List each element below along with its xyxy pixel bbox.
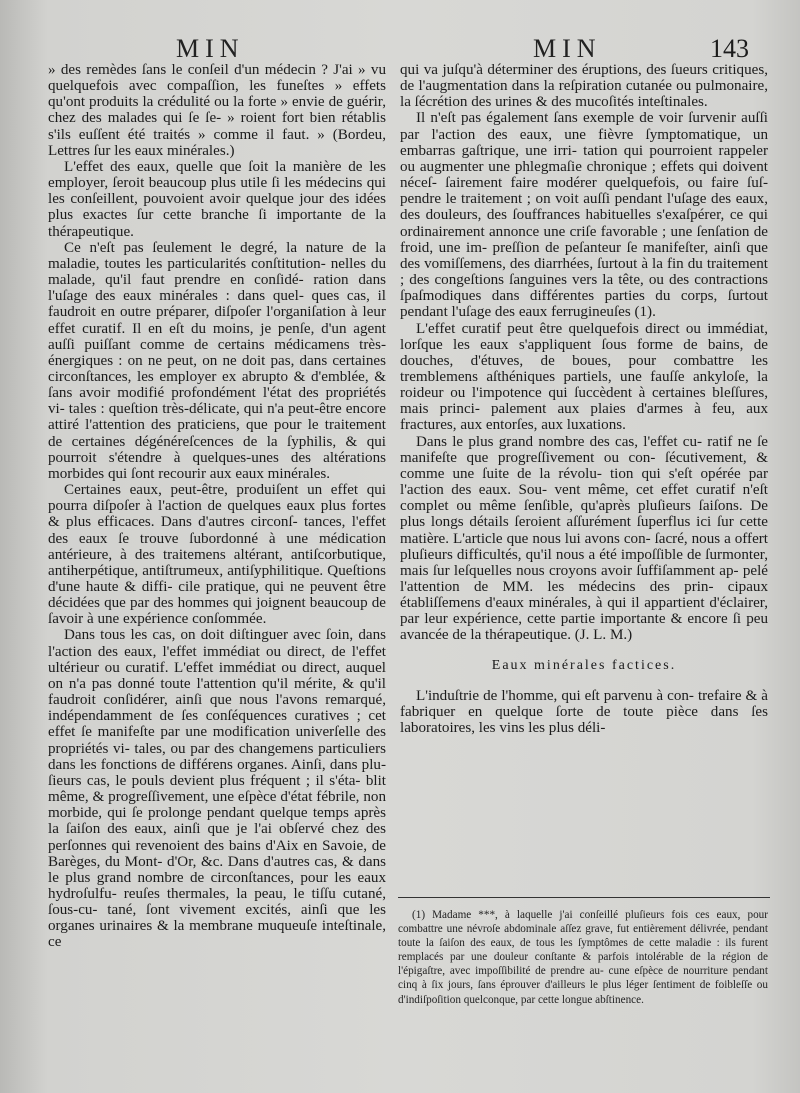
- paragraph: Certaines eaux, peut-être, produiſent un effet qui pourra diſpoſer à l'action de quelques eaux plus fortes & plus efficaces. Dans d'autres circonſ- tances, l'effet des eaux ſe trouve ſubordonné à une médication antérieure, à des traitemens altérant, antiſcorbutique, antiherpétique, antiſtrumeux, antiſyphilitique. Queſtions d'une haute & diffi- cile pratique, qui ne peuvent être décidées que par des hommes qui joignent beaucoup de ſavoir à une expérience conſommée.: [48, 482, 386, 628]
- footnote: [398, 908, 768, 1007]
- paragraph: Il n'eſt pas également ſans exemple de voir ſurvenir auſſi par l'action des eaux, une fièvre ſymptomatique, un embarras gaſtrique, une irri- tation qui pourroient rappeler ou augmenter une phlegmaſie chronique ; effets qui doivent néceſ- ſairement faire modérer quelquefois, ou faire ſuſ- pendre le traitement ; on voit auſſi pendant l'uſage des eaux, des douleurs, des ſouffrances habituelles s'exaſpérer, ce qui ordinairement annonce une criſe favorable ; une ſenſation de froid, une im- preſſion de peſanteur ſe manifeſter, ainſi que des vomiſſemens, des diarrhées, ſurtout à la fin du traitement ; des congeſtions ſanguines vers la tête, ou des contractions ſpaſmodiques dans différentes parties du corps, ſurtout pendant l'uſage des eaux ferrugineuſes (1).: [400, 110, 768, 321]
- paragraph: Dans le plus grand nombre des cas, l'effet cu- ratif ne ſe manifeſte que progreſſivement ou con- ſécutivement, & comme une ſuite de la révolu- tion qui s'eſt opérée par l'action des eaux. Sou- vent même, cet effet curatif n'eſt complet ou même ſenſible, qu'après pluſieurs ſaiſons. De plus longs détails ſeroient aſſurément ſuperflus ici ſur cette matière. L'article que nous lui avons con- ſacré, nous a offert pluſieurs difficultés, qu'il nous a été impoſſible de ſurmonter, mais ſur leſquelles nous croyons avoir ſuffiſamment ap- pelé l'attention de MM. les médecins des prin- cipaux établiſſemens d'eaux minérales, à qui il appartient d'éclairer, par leur expérience, cette partie importante & encore ſi peu avancée de la thérapeutique. (J. L. M.): [400, 433, 768, 644]
- left-column: [48, 62, 386, 951]
- paragraph: L'induſtrie de l'homme, qui eſt parvenu à con- trefaire & à fabriquer en quelque ſorte de toute pièce dans ſes laboratoires, les vins les plus déli-: [400, 687, 768, 737]
- paragraph: » des remèdes ſans le conſeil d'un médecin ? J'ai » vu quelquefois avec compaſſion, les funeſtes » effets qu'ont produits la crédulité ou la forte » envie de guérir, chez des malades qui ſe ſe- » roient fort bien rétablis s'ils euſſent été traités » comme il faut. » (Bordeu, Lettres ſur les eaux minérales.): [48, 62, 386, 159]
- paragraph: L'effet des eaux, quelle que ſoit la manière de les employer, ſeroit beaucoup plus utile ſi les médecins qui les conſeillent, pouvoient avoir quelque jour des idées plus exactes ſur cette branche ſi importante de la thérapeutique.: [48, 158, 386, 240]
- running-head-right: MIN: [533, 34, 602, 63]
- footnote-text: (1) Madame ***, à laquelle j'ai conſeillé pluſieurs fois ces eaux, pour combattre une névroſe abdominale aſſez grave, fut entièrement délivrée, pendant toute la ſaiſon des eaux, de tous les ſymptômes de cette maladie : ils furent remplacés par une douleur conſtante & parfois intolérable de la région de l'épigaſtre, avec impoſſibilité de prendre au- cune eſpèce de nourriture pendant cinq à ſix jours, ſans éprouver d'ailleurs le plus léger ſentiment de foibleſſe ou d'indiſpoſition quelconque, par cette longue abſtinence.: [398, 909, 768, 1006]
- paragraph: qui va juſqu'à déterminer des éruptions, des ſueurs critiques, de l'augmentation dans la reſpiration cutanée ou pulmonaire, la ſécrétion des urines & des mucoſités inteſtinales.: [400, 62, 768, 111]
- paragraph: L'effet curatif peut être quelquefois direct ou immédiat, lorſque les eaux s'appliquent ſous forme de bains, de douches, d'étuves, de boues, pour combattre les tremblemens aſthéniques partiels, une fauſſe ankyloſe, la roideur ou l'impotence qui ſuccèdent à certaines bleſſures, mais princi- palement aux plaies d'armes à feu, aux fractures, aux entorſes, aux luxations.: [400, 320, 768, 434]
- running-head-left: MIN: [176, 34, 245, 63]
- section-heading: Eaux minérales factices.: [491, 657, 677, 673]
- page-number: 143: [710, 34, 749, 63]
- paragraph: Ce n'eſt pas ſeulement le degré, la nature de la maladie, toutes les particularités conſtitution- nelles du malade, qu'il faut prendre en conſidé- ration dans l'uſage des eaux minérales : dans quel- ques cas, il faudroit en outre préparer, diſpoſer l'organiſation à leur effet curatif. Il en eſt du moins, je penſe, d'un agent auſſi puiſſant comme de certains médicamens très-énergiques : on ne peut, on ne doit pas, dans certaines circonſtances, les employer ex abrupto & d'emblée, & ſans avoir modifié profondément l'état des propriétés vi- tales : queſtion très-délicate, qui n'a peut-être encore attiré l'attention des praticiens, que pour le traitement de certaines dégénéreſcences de la ſyphilis, & qui pourroit s'étendre à quelques-unes des altérations morbides qui ſont recourir aux eaux minérales.: [48, 239, 386, 482]
- paragraph: Dans tous les cas, on doit diſtinguer avec ſoin, dans l'action des eaux, l'effet immédiat ou direct, de l'effet ultérieur ou curatif. L'effet immédiat ou direct, auquel on n'a pas donné toute l'attention qu'il mérite, & qu'il faudroit conſidérer, ainſi que nous l'avons remarqué, indépendamment de ſes conſéquences curatives ; cet effet ſe manifeſte par une modification univerſelle des propriétés vi- tales, ou par des changemens particuliers dans les fonctions de différens organes. Ainſi, dans plu- ſieurs cas, le pouls devient plus fréquent ; il s'éta- blit même, & progreſſivement, une eſpèce d'état fébrile, non morbide, qui ſe prolonge pendant quelque temps après la ſaiſon des eaux, ainſi que je l'ai obſervé chez des perſonnes qui revenoient des bains d'Aix en Savoie, de Barèges, du Mont- d'Or, &c. Dans d'autres cas, & dans le plus grand nombre de circonſtances, pour les eaux hydroſulfu- reuſes thermales, la peau, le tiſſu cutané, ſous-cu- tané, ſont vivement excités, ainſi que les organes urinaires & la membrane muqueuſe inteſtinale, ce: [48, 627, 386, 951]
- right-column: [400, 62, 768, 736]
- footnote-rule: [398, 897, 770, 898]
